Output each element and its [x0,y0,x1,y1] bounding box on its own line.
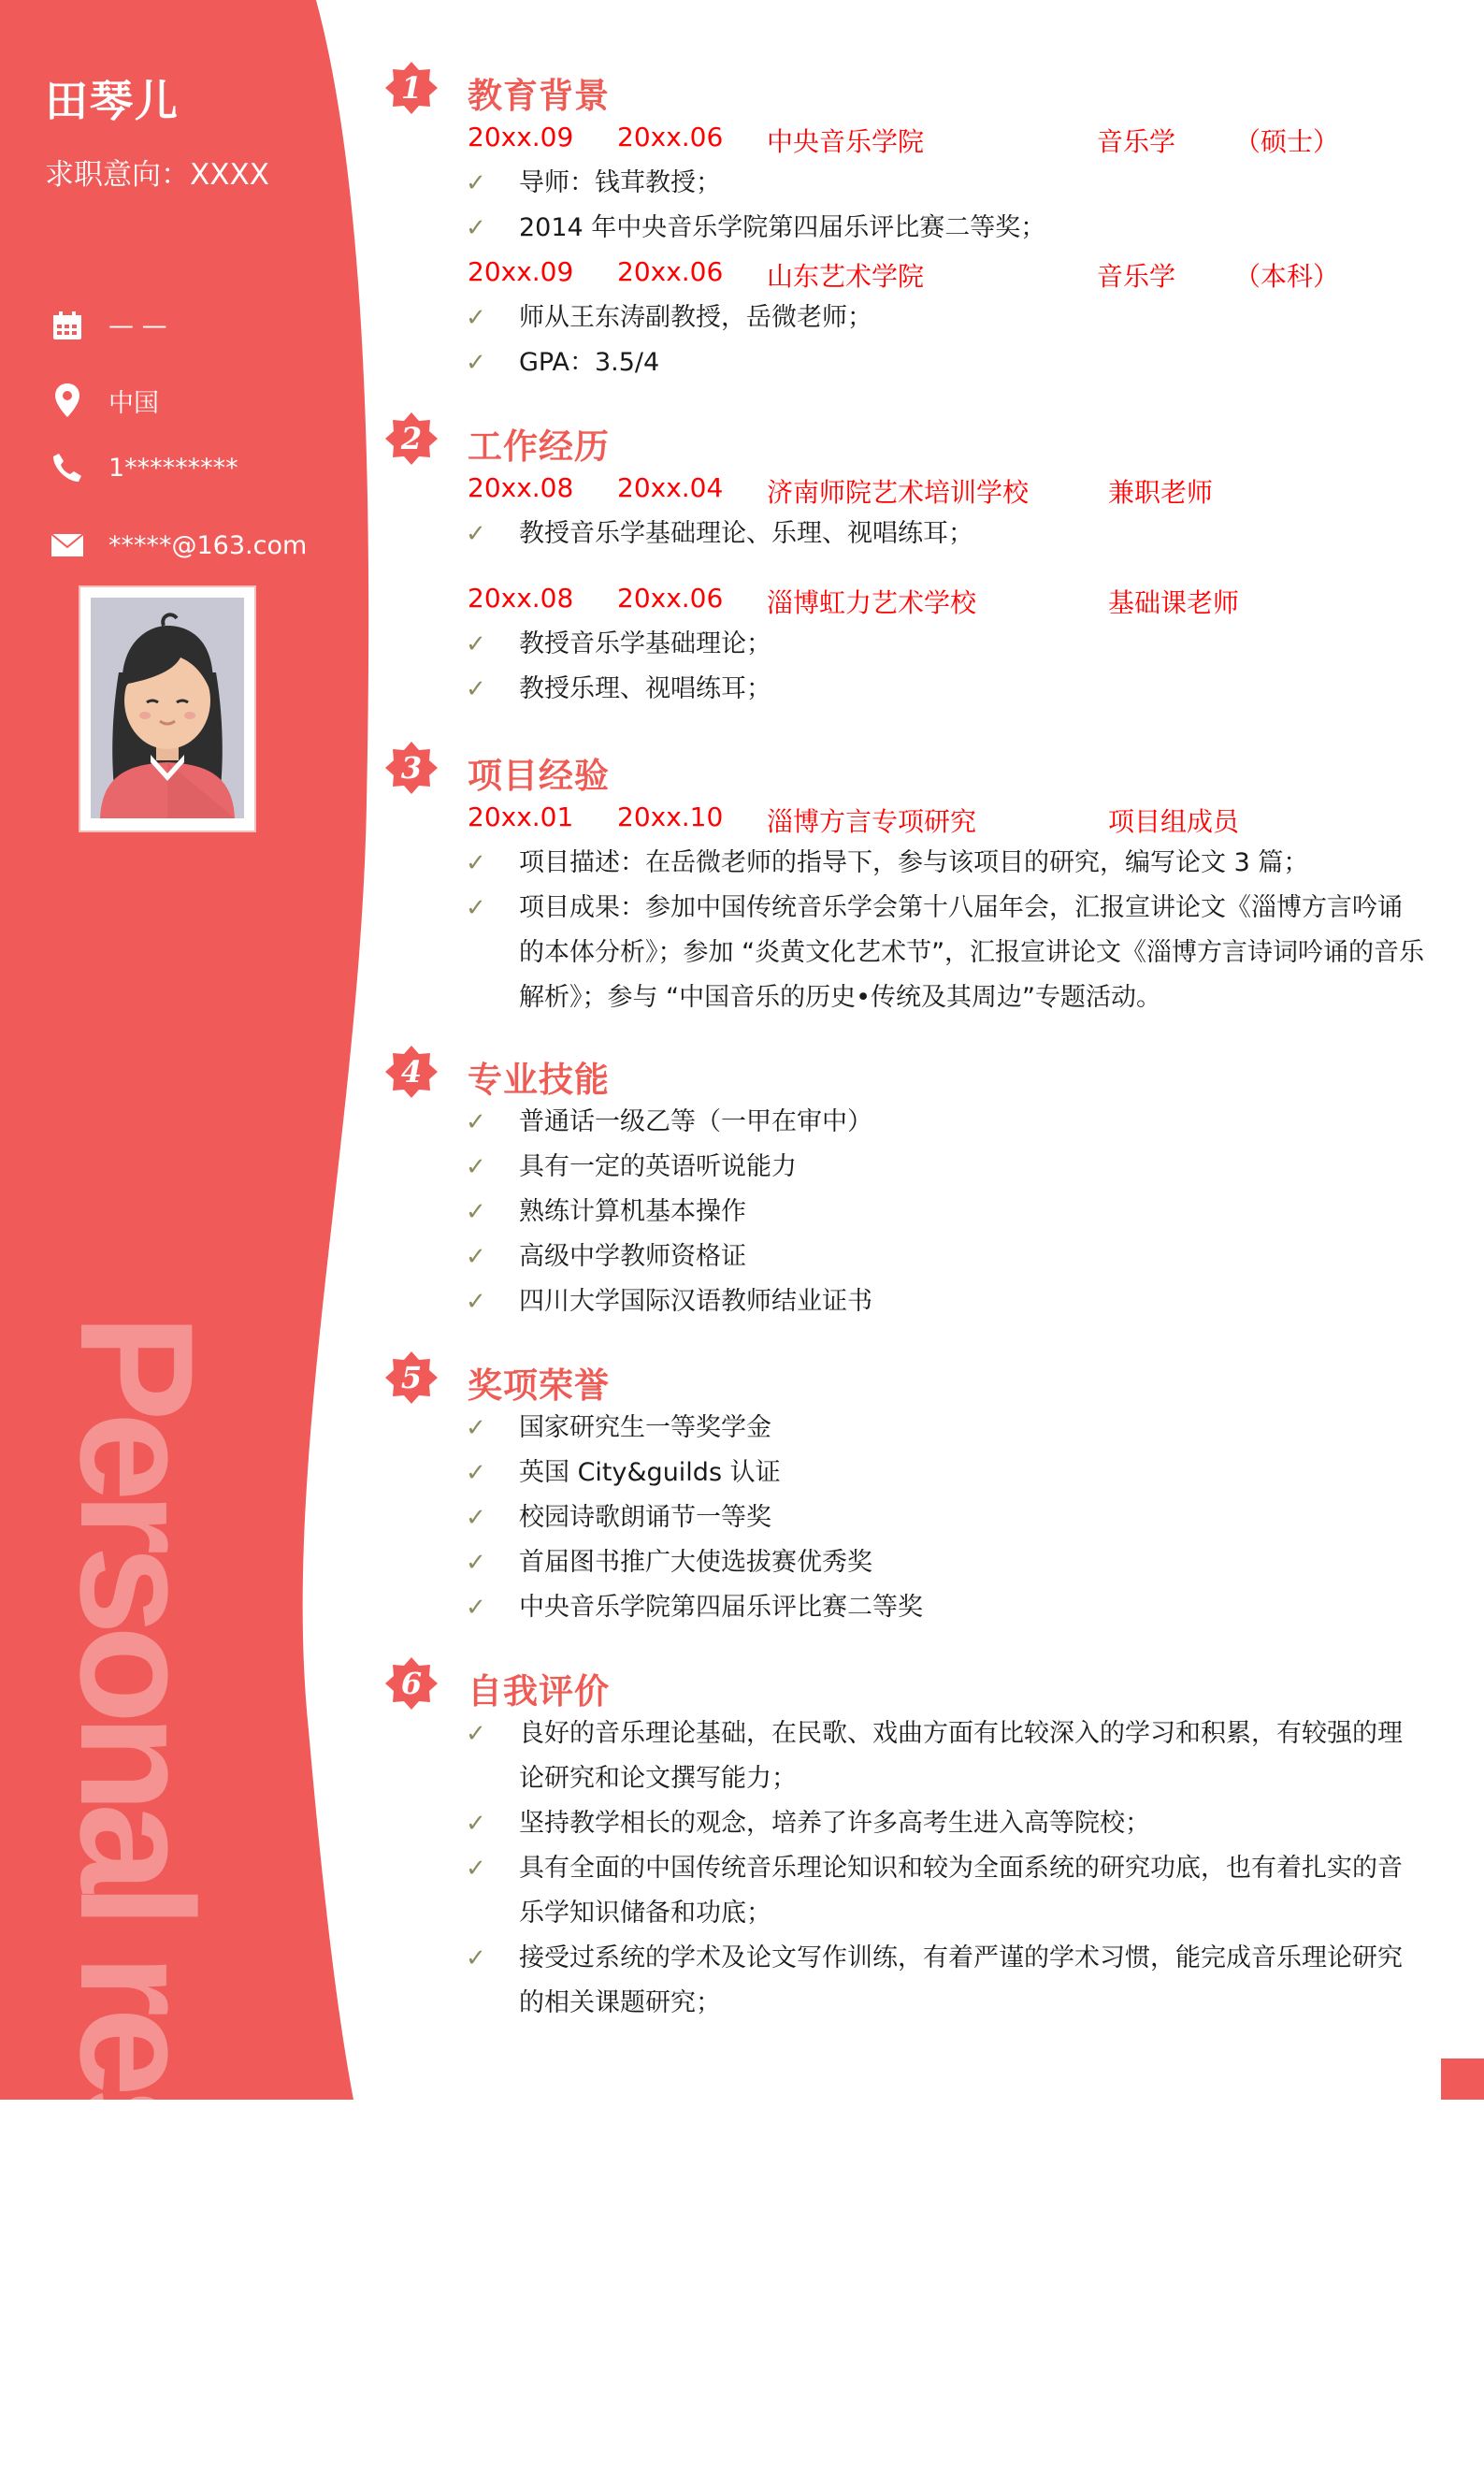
entry-start: 20xx.08 [468,472,574,503]
section-project [383,740,1431,1020]
list-item: ✓ 国家研究生一等奖学金 [383,1406,1431,1451]
corner-decoration [1441,2058,1484,2100]
check-icon: ✓ [466,169,486,197]
list-item: ✓ 2014 年中央音乐学院第四届乐评比赛二等奖； [383,206,1431,251]
list-item: ✓ 教授乐理、视唱练耳； [383,667,1431,712]
section-number-badge: 6 [383,1655,439,1712]
contact-birth [49,307,167,344]
entry-start: 20xx.08 [468,583,574,614]
check-icon: ✓ [466,1243,486,1271]
section-education [383,60,1431,385]
contact-email [49,527,307,564]
section-number-badge: 1 [383,60,439,116]
entry-header [383,467,1431,512]
check-icon: ✓ [466,1414,486,1442]
list-item: ✓ 首届图书推广大使选拔赛优秀奖 [383,1540,1431,1585]
check-icon: ✓ [466,1504,486,1532]
check-icon: ✓ [466,675,486,703]
section-title: 专业技能 [468,1060,610,1100]
entry-end: 20xx.10 [617,802,724,832]
check-icon: ✓ [466,1459,486,1487]
list-item: ✓ 英国 City&guilds 认证 [383,1451,1431,1495]
entry-end: 20xx.06 [617,122,724,152]
location-pin-icon [49,382,86,419]
job-intent: 求职意向：XXXX [45,158,269,192]
check-icon: ✓ [466,1810,486,1838]
entry-end: 20xx.04 [617,472,724,503]
list-item: ✓ 导师：钱茸教授； [383,161,1431,206]
location-value: 中国 [108,388,159,418]
section-number-badge: 2 [383,411,439,467]
watermark-text: Personal resume [47,1314,226,2470]
check-icon: ✓ [466,630,486,658]
section-number-badge: 4 [383,1044,439,1100]
contact-phone [49,449,238,486]
entry-end: 20xx.06 [617,583,724,614]
check-icon: ✓ [466,1594,486,1622]
entry-role: 基础课老师 [1108,587,1240,618]
section-title: 工作经历 [468,426,610,467]
check-icon: ✓ [466,1944,486,1972]
check-icon: ✓ [466,520,486,548]
entry-header [383,796,1431,841]
list-item: ✓ 校园诗歌朗诵节一等奖 [383,1495,1431,1540]
avatar-illustration [91,598,244,818]
section-skills [383,1044,1431,1324]
section-self-evaluation [383,1655,1431,2026]
entry-header [383,577,1431,622]
birth-value: — — [108,311,167,340]
entry-role: 项目组成员 [1108,806,1240,837]
contact-location [49,382,159,419]
check-icon: ✓ [466,1198,486,1226]
list-item: ✓ 熟练计算机基本操作 [383,1190,1431,1235]
list-item: ✓ 良好的音乐理论基础，在民歌、戏曲方面有比较深入的学习和积累，有较强的理论研究和论文撰写能力； [383,1712,1426,1801]
entry-start: 20xx.09 [468,122,574,152]
check-icon: ✓ [466,304,486,332]
candidate-name: 田琴儿 [45,76,180,126]
list-item: ✓ 中央音乐学院第四届乐评比赛二等奖 [383,1585,1431,1630]
entry-degree: （硕士） [1234,126,1340,157]
email-value: *****@163.com [108,530,308,560]
mail-icon [49,527,86,564]
section-number-badge: 3 [383,740,439,796]
list-item: ✓ 教授音乐学基础理论、乐理、视唱练耳； [383,512,1431,556]
list-item: ✓ 项目成果：参加中国传统音乐学会第十八届年会，汇报宣讲论文《淄博方言吟诵的本体分析》；参加 “炎黄文化艺术节”，汇报宣讲论文《淄博方言诗词吟诵的音乐解析》；参与 “中国音乐的历史•传统及其周边”专题活动。 [383,886,1426,1020]
check-icon: ✓ [466,894,486,922]
phone-icon [49,449,86,486]
list-item: ✓ 坚持教学相长的观念，培养了许多高考生进入高等院校； [383,1801,1426,1846]
list-item: ✓ GPA：3.5/4 [383,340,1431,385]
section-title: 教育背景 [468,76,610,116]
list-item: ✓ 四川大学国际汉语教师结业证书 [383,1279,1431,1324]
list-item: ✓ 接受过系统的学术及论文写作训练，有着严谨的学术习惯，能完成音乐理论研究的相关课题研究； [383,1936,1426,2026]
check-icon: ✓ [466,849,486,877]
section-number-badge: 5 [383,1350,439,1406]
check-icon: ✓ [466,349,486,377]
section-work [383,411,1431,712]
list-item: ✓ 师从王东涛副教授，岳微老师； [383,296,1431,340]
check-icon: ✓ [466,1288,486,1316]
entry-start: 20xx.01 [468,802,574,832]
check-icon: ✓ [466,1720,486,1748]
section-title: 自我评价 [468,1671,610,1712]
entry-org: 山东艺术学院 [767,261,925,292]
entry-role: 兼职老师 [1108,477,1214,508]
entry-org: 中央音乐学院 [767,126,925,157]
entry-end: 20xx.06 [617,256,724,287]
section-title: 奖项荣誉 [468,1365,610,1406]
section-awards [383,1350,1431,1630]
calendar-icon [49,307,86,344]
list-item: ✓ 具有一定的英语听说能力 [383,1145,1431,1190]
entry-org: 淄博方言专项研究 [767,806,977,837]
entry-start: 20xx.09 [468,256,574,287]
entry-org: 淄博虹力艺术学校 [767,587,977,618]
entry-role: 音乐学 [1097,261,1176,292]
entry-header [383,116,1431,161]
entry-role: 音乐学 [1097,126,1176,157]
list-item: ✓ 高级中学教师资格证 [383,1235,1431,1279]
check-icon: ✓ [466,1855,486,1883]
check-icon: ✓ [466,1549,486,1577]
phone-value: 1********* [108,453,238,483]
entry-header [383,251,1431,296]
list-item: ✓ 普通话一级乙等（一甲在审中） [383,1100,1431,1145]
check-icon: ✓ [466,1108,486,1136]
list-item: ✓ 项目描述：在岳微老师的指导下，参与该项目的研究，编写论文 3 篇； [383,841,1431,886]
check-icon: ✓ [466,1153,486,1181]
check-icon: ✓ [466,214,486,242]
entry-degree: （本科） [1234,261,1340,292]
list-item: ✓ 具有全面的中国传统音乐理论知识和较为全面系统的研究功底，也有着扎实的音乐学知识储备和功底； [383,1846,1426,1936]
section-title: 项目经验 [468,756,610,796]
entry-org: 济南师院艺术培训学校 [767,477,1030,508]
profile-photo [80,587,254,831]
list-item: ✓ 教授音乐学基础理论； [383,622,1431,667]
